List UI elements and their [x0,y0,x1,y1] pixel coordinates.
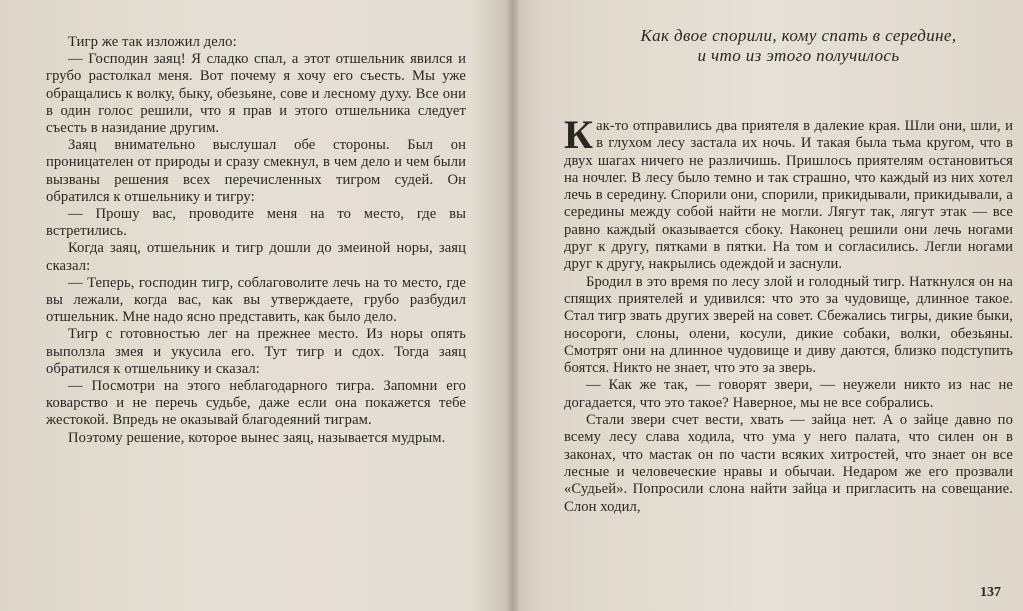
right-paragraph-2: Бродил в это время по лесу злой и голодный тигр. Наткнулся он на спящих приятелей и удивился: что это за чудовище, длинное такое. Стал тигр звать других зверей на совет. Сбежались тигры, дикие быки, носороги, слоны, олени, косули, дикие собаки, волки, обезьяны. Смотрят они на длинное чудовище и диву даются, близко подступить боятся. Никто не знает, что это за зверь. [564,273,1013,377]
left-paragraph-4: — Прошу вас, проводите меня на то место, где вы встретились. [46,206,466,240]
right-paragraph-4: Стали звери счет вести, хвать — зайца нет. А о зайце давно по всему лесу слава ходила, что ума у него палата, что силен он в законах, что мастак он по части всяких хитростей, что знает он все лесные и человеческие нравы и обычаи. Недаром же его прозвали «Судьей». Попросили слона найти зайца и пригласить на совещание. Слон ходил, [564,412,1013,515]
left-paragraph-5: Когда заяц, отшельник и тигр дошли до змеиной норы, заяц сказал: [46,240,466,274]
chapter-title-line-1: Как двое спорили, кому спать в середине, [640,26,957,45]
right-paragraph-1-text: ак-то отправились два приятеля в далекие края. Шли они, шли, и в глухом лесу застала их ночь. И такая была тьма кругом, что в двух шагах ничего не различишь. Пришлось приятелям остановиться на ночлег. В лесу было темно и так страшно, что каждый из них хотел лечь в середину. Спорили они, спорили, прикидывали, прикидывали, а середины между собой найти не могли. Лягут так, лягут этак — все равно каждый оказывается сбоку. Наконец решили они лечь ногами друг к другу, пятками в пятки. На том и согласились. Легли ногами друг к другу, накрылись одеждой и заснули. [564,118,1013,273]
book-gutter [506,0,520,611]
chapter-title-line-2: и что из этого получилось [697,46,900,65]
left-paragraph-9: Поэтому решение, которое вынес заяц, называется мудрым. [68,429,446,446]
left-page [0,0,506,611]
right-page [520,0,1023,611]
left-paragraph-3: Заяц внимательно выслушал обе стороны. Был он проницателен от природы и сразу смекнул, в чем дело и чем были вызваны решения всех перечисленных тигром судей. Он обратился к отшельнику и тигру: [46,137,466,205]
left-paragraph-7: Тигр с готовностью лег на прежнее место. Из норы опять выползла змея и укусила его. Тут тигр и сдох. Тогда заяц обратился к отшельнику и сказал: [46,326,466,377]
chapter-title [584,26,1013,66]
page-number: 137 [980,585,1001,600]
drop-cap: К [564,112,594,157]
left-paragraph-8: — Посмотри на этого неблагодарного тигра. Запомни его коварство и не перечь судьбе, даже если она покажется тебе жестокой. Впредь не оказывай благодеяний тиграм. [46,378,466,429]
left-paragraph-2: — Господин заяц! Я сладко спал, а этот отшельник явился и грубо растолкал меня. Вот почему я хочу его съесть. Мы уже обращались к волку, быку, обезьяне, сове и лесному духу. Все они в один голос решили, что я прав и этого отшельника следует съесть в назидание другим. [46,51,466,137]
left-paragraph-6: — Теперь, господин тигр, соблаговолите лечь на то место, где вы лежали, когда вас, как вы утверждаете, грубо разбудил отшельник. Мне надо ясно представить, как было дело. [46,274,466,326]
left-paragraph-1: Тигр же так изложил дело: [68,34,237,50]
right-paragraph-3: — Как же так, — говорят звери, — неужели никто из нас не догадается, что это такое? Наверное, мы не все собрались. [564,377,1013,411]
right-paragraph-1 [564,112,1013,274]
